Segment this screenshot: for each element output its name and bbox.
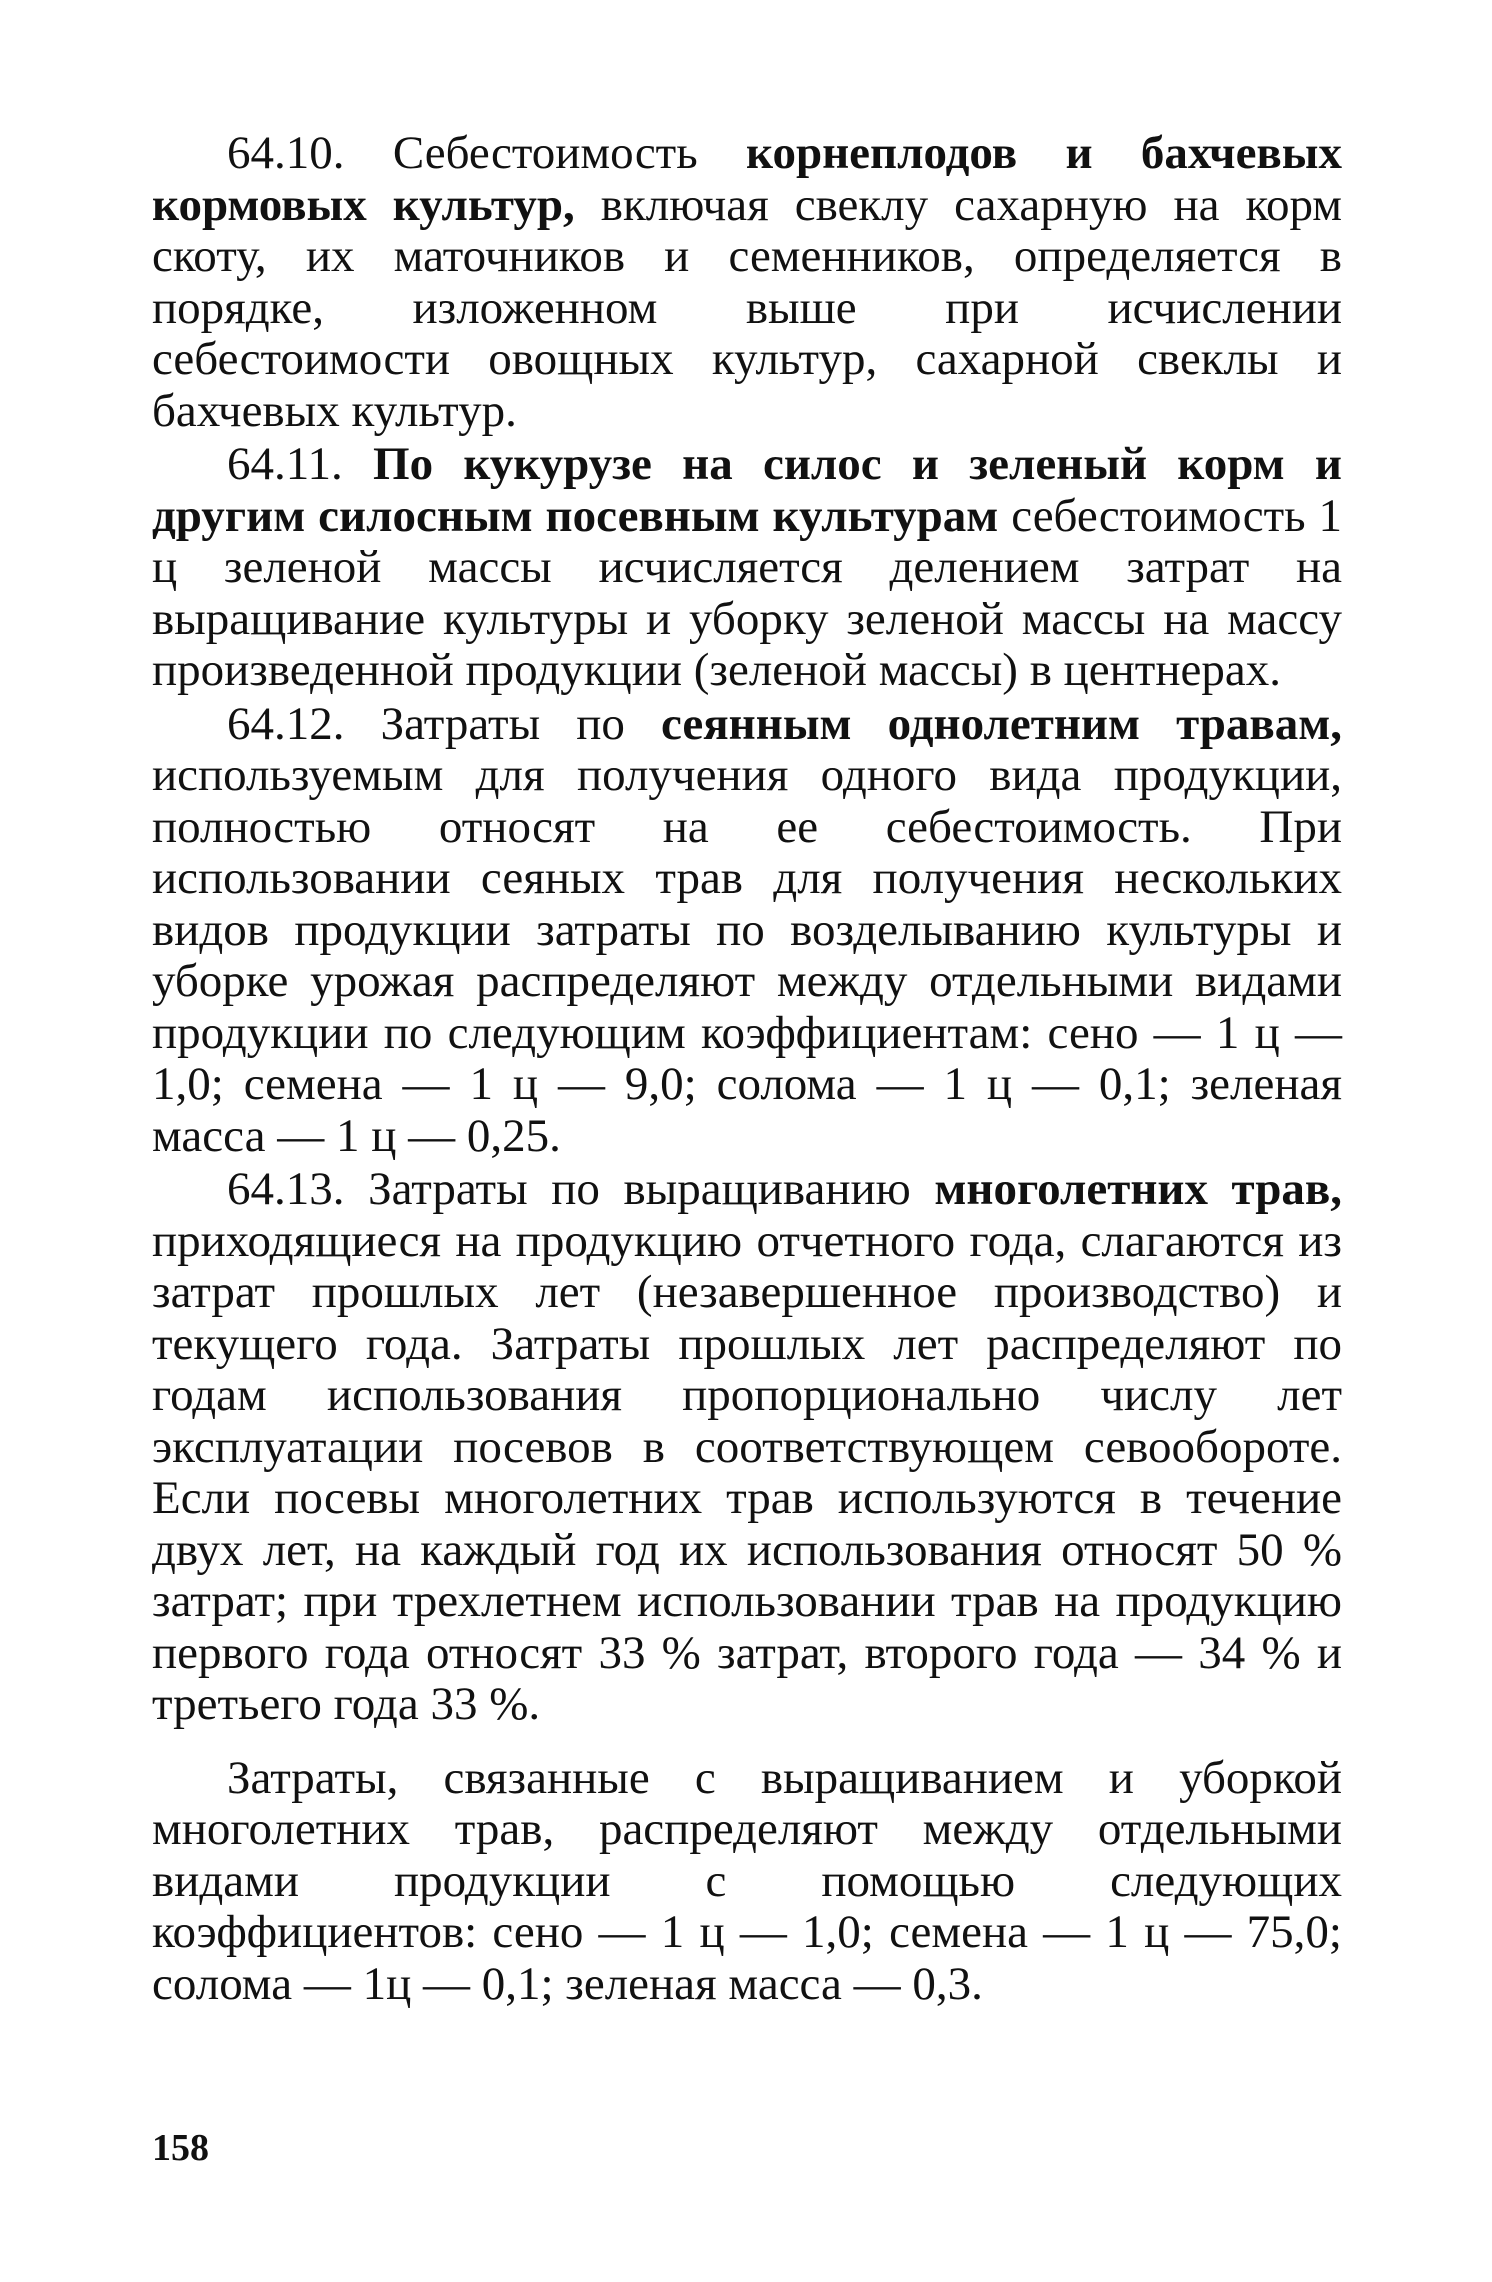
paragraph-64-12	[152, 699, 1342, 1163]
paragraph-number: 64.11.	[227, 438, 343, 490]
paragraph-number: 64.13.	[227, 1163, 345, 1215]
bold-term: сеянным однолетним травам,	[660, 697, 1343, 750]
book-page	[152, 128, 1342, 2268]
paragraph-number: 64.10.	[227, 127, 345, 179]
paragraph-64-13	[152, 1164, 1342, 1731]
paragraph-lead: Себестоимость	[392, 127, 746, 179]
paragraph-text: приходящиеся на продукцию отчетного года, слагаются из затрат прошлых лет (незавершенное производство) и текущего года. Затраты прошлых лет распределяют по годам использования пропорционально числу лет эксплуатации посевов в соответствующем севообороте. Если посевы многолетних трав используются в течение двух лет, на каждый год их использования относят 50 % затрат; при трехлетнем использовании трав на продукцию первого года относят 33 % затрат, второго года — 34 % и третьего года 33 %.	[152, 1214, 1342, 1730]
page-number: 158	[152, 2127, 209, 2169]
paragraph-number: 64.12.	[227, 697, 345, 750]
paragraph-text: Затраты, связанные с выращиванием и уборкой многолетних трав, распределяют между отдельными видами продукции с помощью следующих коэффициентов: сено — 1 ц — 1,0; семена — 1 ц — 75,0; солома — 1ц — 0,1; зеленая масса — 0,3.	[152, 1751, 1342, 2010]
paragraph-lead: Затраты по выращиванию	[368, 1163, 935, 1215]
paragraph-64-10	[152, 128, 1342, 437]
bold-term: По кукурузе на силос и зеленый корм и другим силосным посевным культурам	[152, 438, 1342, 542]
paragraph-64-11	[152, 439, 1342, 697]
paragraph-text: используемым для получения одного вида продукции, полностью относят на ее себестоимость. При использовании сеяных трав для получения нескольких видов продукции затраты по возделыванию культуры и уборке урожая распределяют между отдельными видами продукции по следующим коэффициентам: сено — 1 ц — 1,0; семена — 1 ц — 9,0; солома — 1 ц — 0,1; зеленая масса — 1 ц — 0,25.	[152, 749, 1342, 1162]
bold-term: корнеплодов и бахчевых кормовых культур,	[152, 127, 1343, 231]
bold-term: многолетних трав,	[934, 1163, 1342, 1215]
paragraph-lead: Затраты по	[380, 697, 661, 750]
paragraph-text: включая свеклу сахарную на корм скоту, их маточников и семенников, определяется в порядке, изложенном выше при исчислении себестоимости овощных культур, сахарной свеклы и бахчевых культур.	[152, 178, 1342, 437]
paragraph-coefficients	[152, 1753, 1342, 2011]
paragraph-text: себестоимость 1 ц зеленой массы исчисляется делением затрат на выращивание культуры и уборку зеленой массы на массу произведенной продукции (зеленой массы) в центнерах.	[152, 489, 1342, 696]
